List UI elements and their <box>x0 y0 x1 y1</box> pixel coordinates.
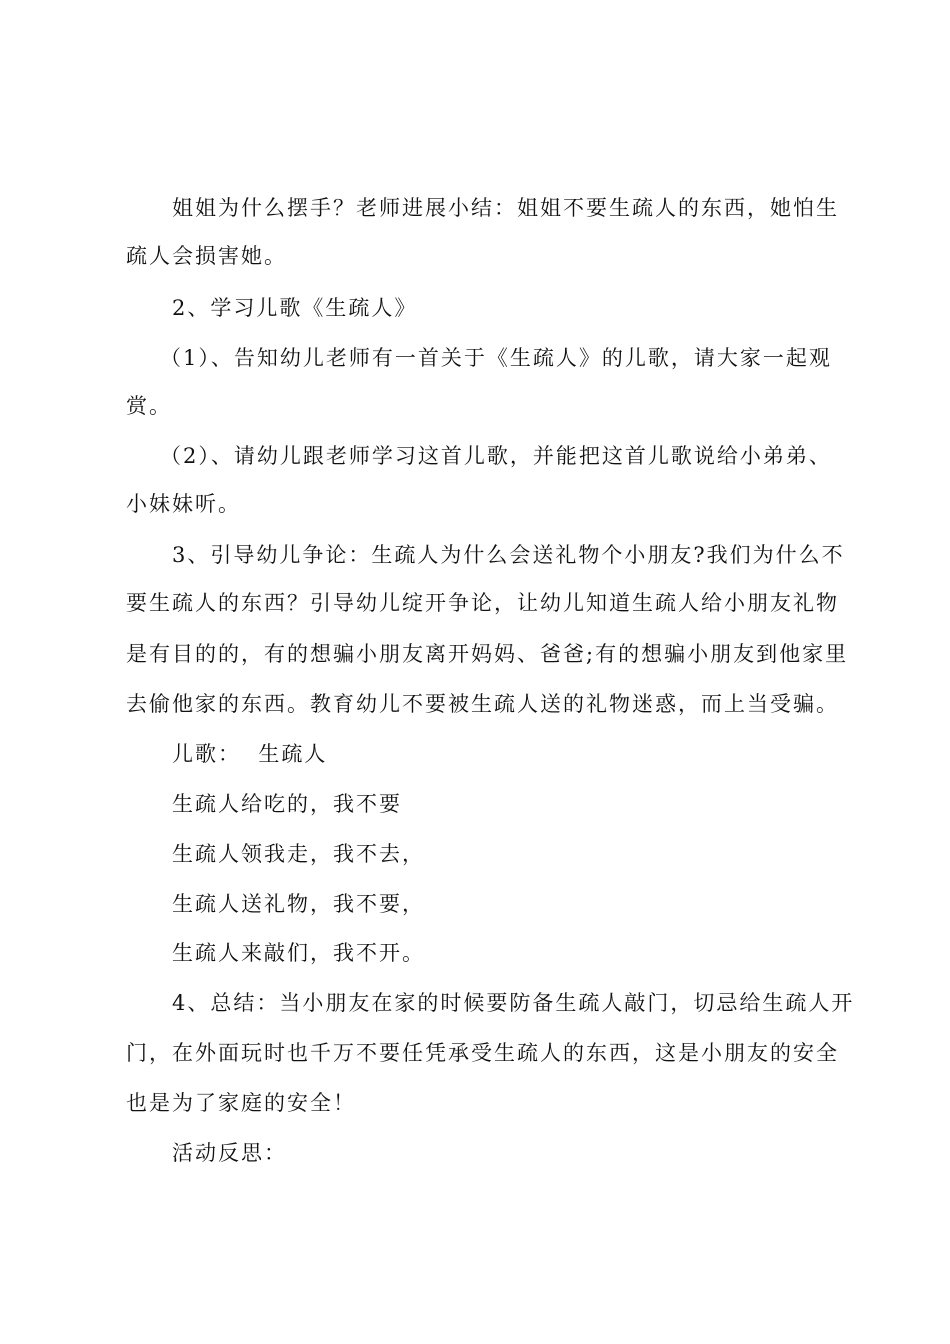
paragraph-1-line-1: 姐姐为什么摆手？老师进展小结：姐姐不要生疏人的东西，她怕生 <box>172 196 839 220</box>
rhyme-line-4: 生疏人来敲们，我不开。 <box>172 941 425 965</box>
activity-reflection-heading: 活动反思： <box>172 1141 287 1165</box>
paragraph-summary-line-3: 也是为了家庭的安全！ <box>126 1091 356 1115</box>
paragraph-3-line-1: （1）、告知幼儿老师有一首关于《生疏人》的儿歌，请大家一起观 <box>160 346 832 370</box>
paragraph-3-line-2: 赏。 <box>126 394 172 418</box>
paragraph-5-line-4: 去偷他家的东西。教育幼儿不要被生疏人送的礼物迷惑，而上当受骗。 <box>126 692 839 716</box>
rhyme-line-3: 生疏人送礼物，我不要， <box>172 892 425 916</box>
paragraph-5-line-1: 3、引导幼儿争论：生疏人为什么会送礼物个小朋友?我们为什么不 <box>172 543 845 567</box>
paragraph-5-line-2: 要生疏人的东西？引导幼儿绽开争论，让幼儿知道生疏人给小朋友礼物 <box>126 591 839 615</box>
paragraph-5-line-3: 是有目的的，有的想骗小朋友离开妈妈、爸爸;有的想骗小朋友到他家里 <box>126 642 849 666</box>
paragraph-summary-line-2: 门，在外面玩时也千万不要任凭承受生疏人的东西，这是小朋友的安全 <box>126 1041 839 1065</box>
paragraph-summary-line-1: 4、总结：当小朋友在家的时候要防备生疏人敲门，切忌给生疏人开 <box>172 991 855 1015</box>
paragraph-1-line-2: 疏人会损害她。 <box>126 244 287 268</box>
paragraph-2-line-1: 2、学习儿歌《生疏人》 <box>172 296 418 320</box>
rhyme-line-2: 生疏人领我走，我不去， <box>172 842 425 866</box>
rhyme-line-1: 生疏人给吃的，我不要 <box>172 792 402 816</box>
paragraph-4-line-2: 小妹妹听。 <box>126 492 241 516</box>
rhyme-title: 儿歌： 生疏人 <box>172 742 328 766</box>
paragraph-4-line-1: （2）、请幼儿跟老师学习这首儿歌，并能把这首儿歌说给小弟弟、 <box>160 444 832 468</box>
